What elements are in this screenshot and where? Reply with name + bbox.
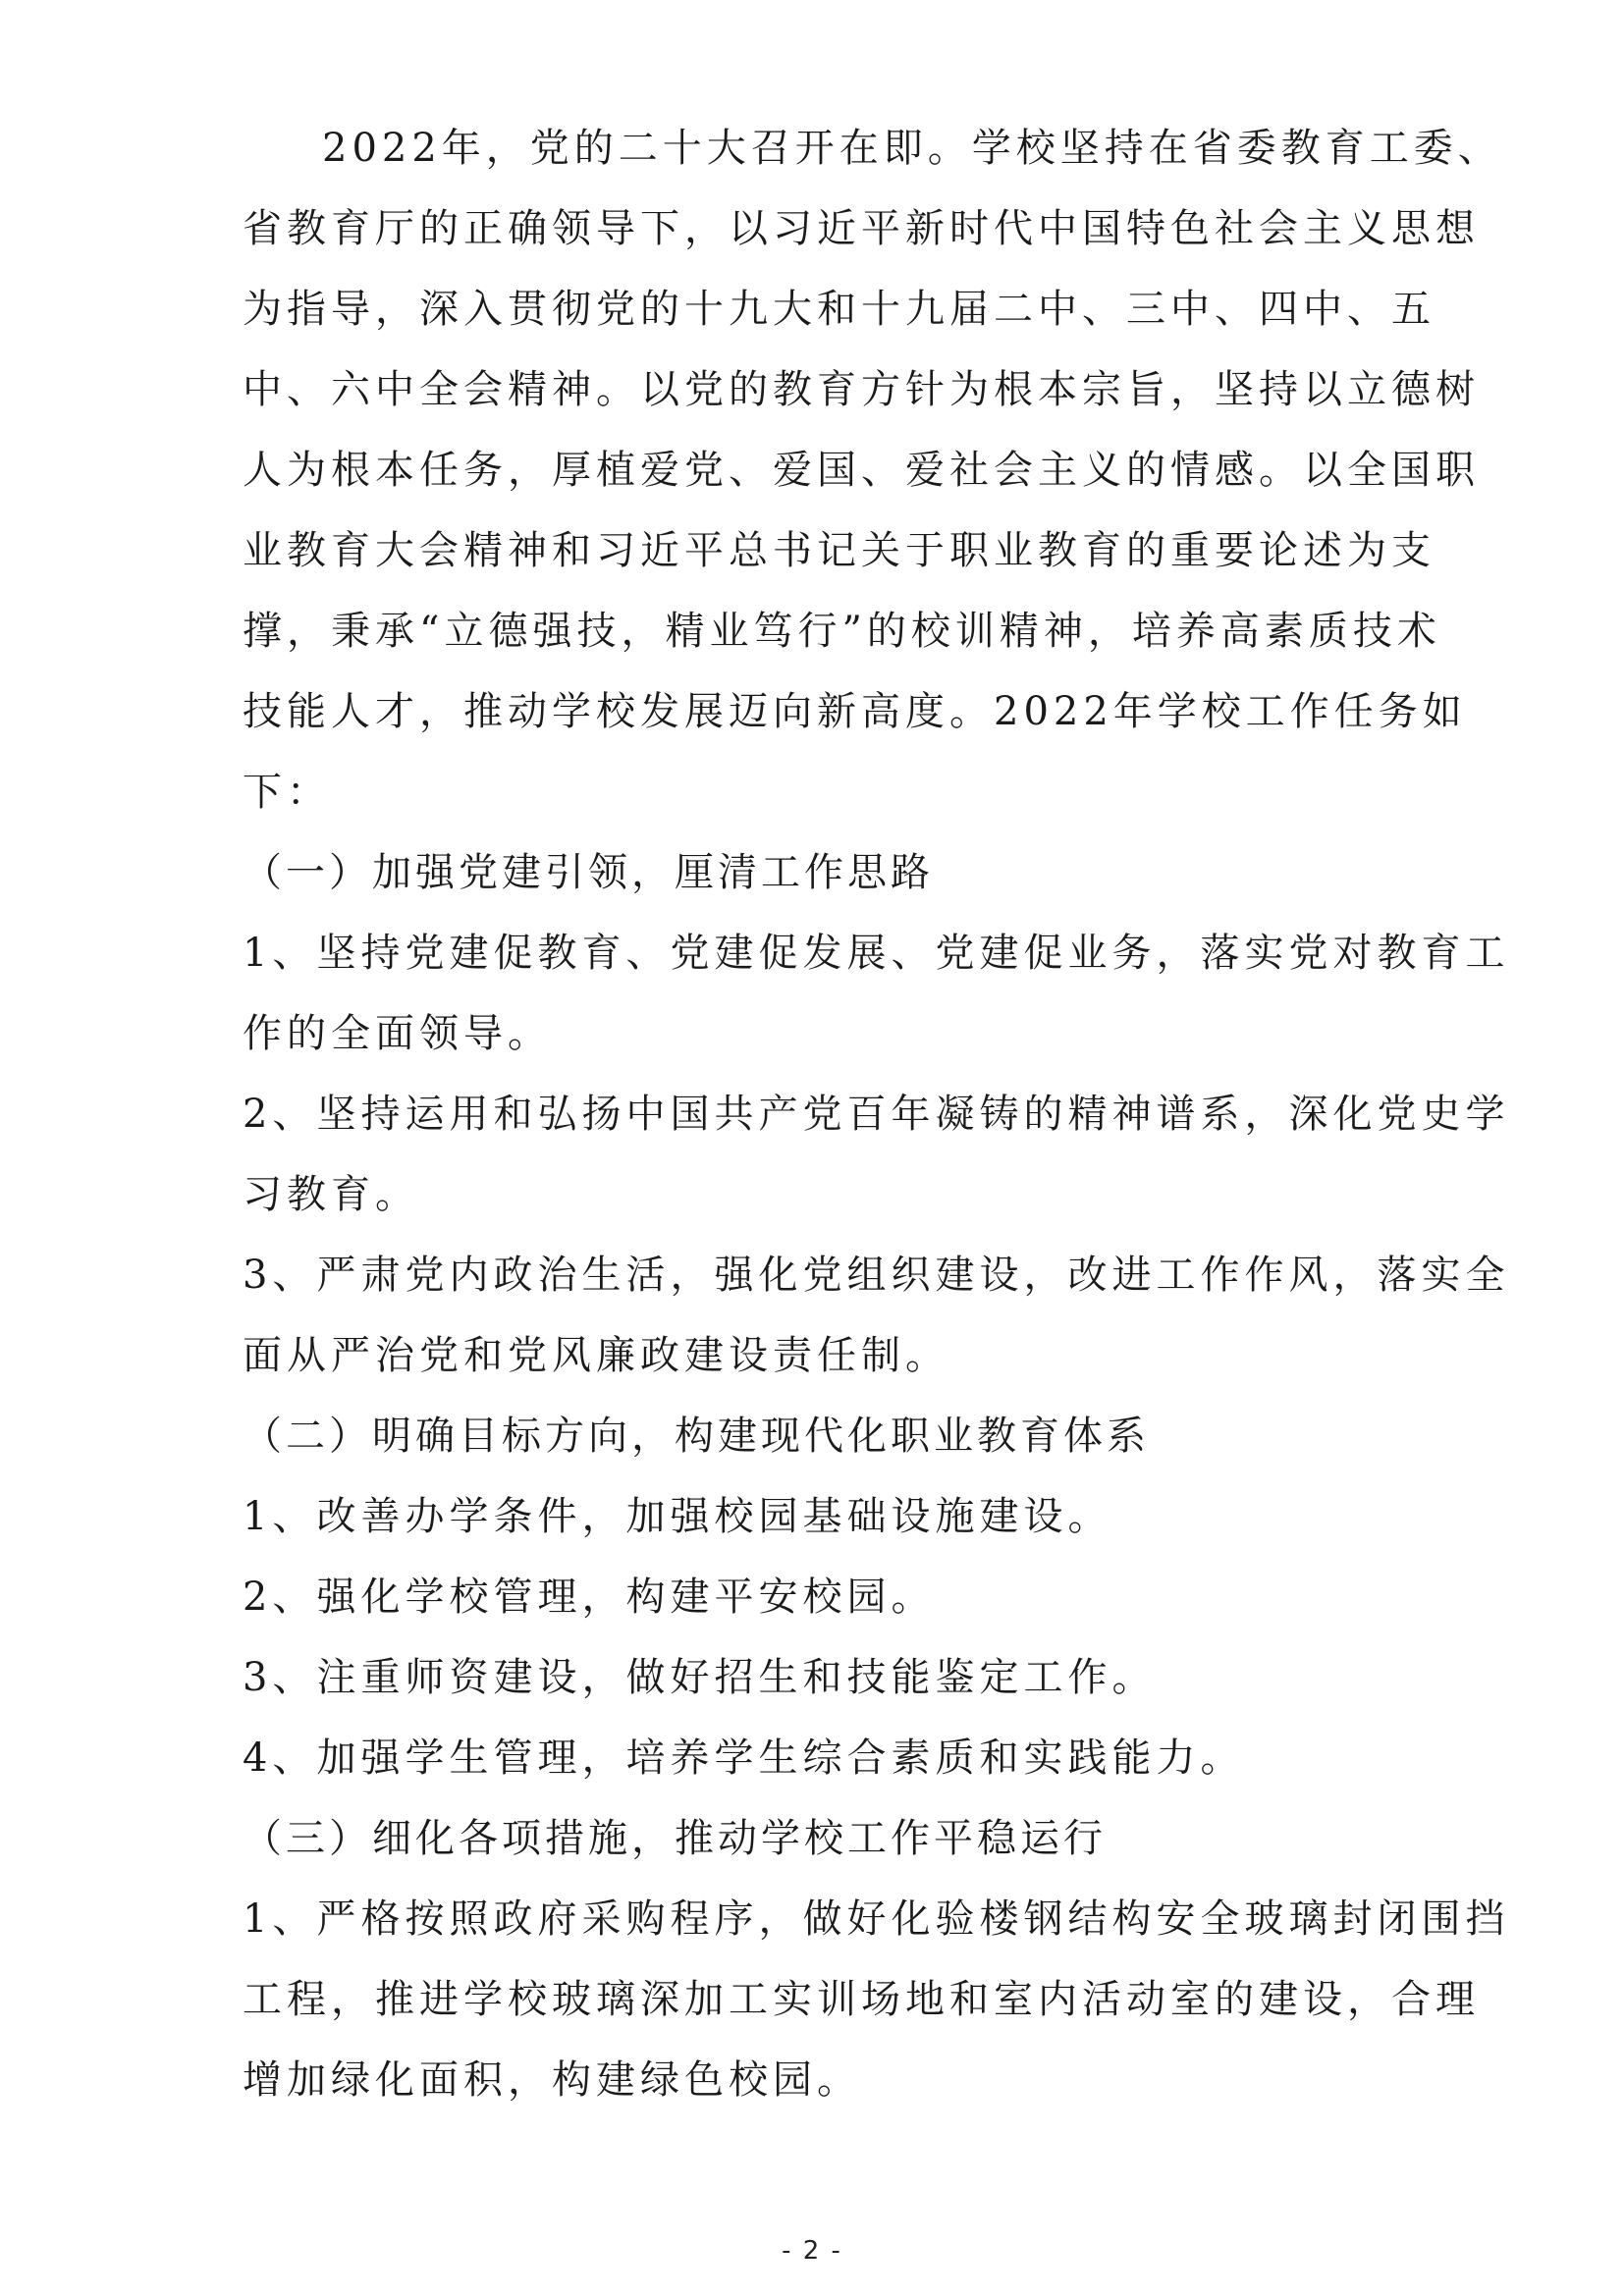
text-line: 2、坚持运用和弘扬中国共产党百年凝铸的精神谱系，深化党史学 [243,1092,1510,1137]
list-item [243,913,1510,1074]
text-line: 撑，秉承“立德强技，精业笃行”的校训精神，培养高素质技术 [243,609,1441,654]
text-line: 人为根本任务，厚植爱党、爱国、爱社会主义的情感。以全国职 [243,448,1480,493]
text-line: 中、六中全会精神。以党的教育方针为根本宗旨，坚持以立德树 [243,367,1480,412]
list-item [243,1879,1510,2120]
text-line: 为指导，深入贯彻党的十九大和十九届二中、三中、四中、五 [243,287,1435,332]
text-line: 工程，推进学校玻璃深加工实训场地和室内活动室的建设，合理 [243,1977,1480,2022]
text-line: 面从严治党和党风廉政建设责任制。 [243,1333,949,1378]
text-line: 3、严肃党内政治生活，强化党组织建设，改进工作作风，落实全 [243,1253,1510,1298]
page-number: - 2 - [782,2236,842,2266]
list-item: 2、强化学校管理，构建平安校园。 [243,1575,936,1620]
text-line: 1、坚持党建促教育、党建促发展、党建促业务，落实党对教育工 [243,931,1510,976]
section-heading: （一）加强党建引领，厘清工作思路 [243,850,934,895]
intro-paragraph [243,108,1502,832]
text-line: 1、严格按照政府采购程序，做好化验楼钢结构安全玻璃封闭围挡 [243,1896,1510,1942]
section-heading: （二）明确目标方向，构建现代化职业教育体系 [243,1414,1150,1459]
list-item [243,1235,1510,1396]
text-line: 2022年，党的二十大召开在即。学校坚持在省委教育工委、 [322,126,1502,171]
document-body [243,108,1510,2120]
section-heading: （三）细化各项措施，推动学校工作平稳运行 [243,1816,1107,1861]
text-line: 技能人才，推动学校发展迈向新高度。2022年学校工作任务如 [243,689,1467,734]
text-line: 习教育。 [243,1172,419,1217]
list-item: 3、注重师资建设，做好招生和技能鉴定工作。 [243,1655,1157,1700]
text-line: 增加绿化面积，构建绿色校园。 [243,2057,861,2103]
text-line: 业教育大会精神和习近平总书记关于职业教育的重要论述为支 [243,528,1435,573]
list-item: 4、加强学生管理，培养学生综合素质和实践能力。 [243,1735,1245,1781]
text-line: 省教育厅的正确领导下，以习近平新时代中国特色社会主义思想 [243,206,1480,251]
text-line: 作的全面领导。 [243,1011,552,1056]
list-item: 1、改善办学条件，加强校园基础设施建设。 [243,1494,1112,1539]
text-line: 下： [243,770,331,815]
list-item [243,1074,1510,1235]
